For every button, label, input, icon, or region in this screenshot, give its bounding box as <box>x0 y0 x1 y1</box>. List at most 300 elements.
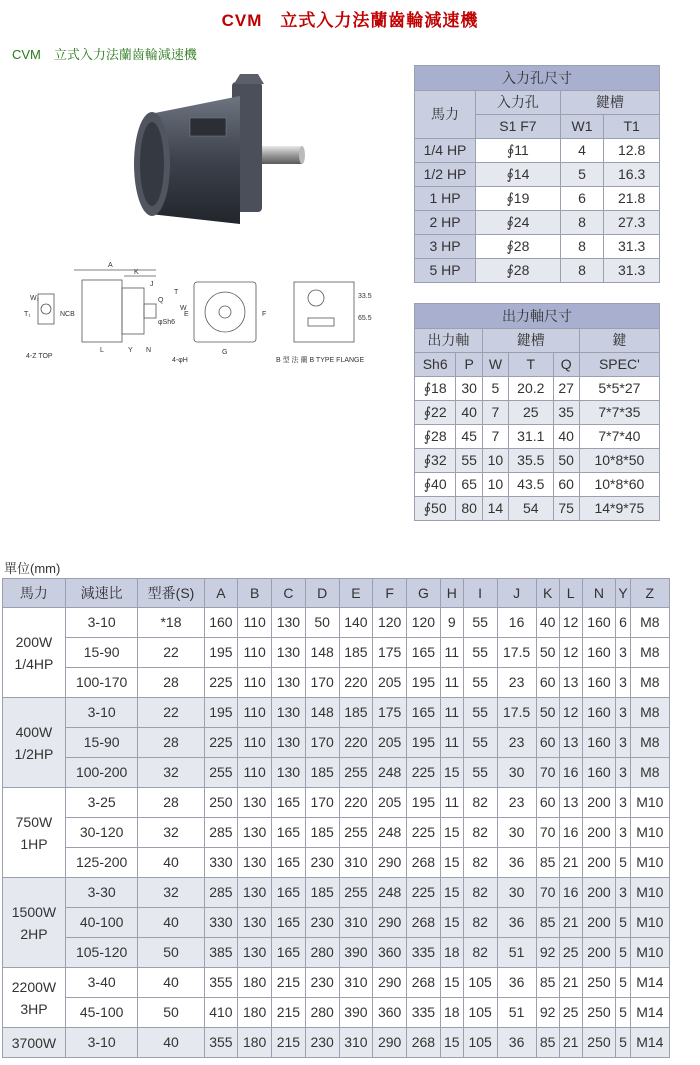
dim-table-row <box>3 938 670 968</box>
dim-cell: 200 <box>582 878 616 908</box>
dim-cell: 60 <box>536 668 559 698</box>
dim-cell: 28 <box>138 728 204 758</box>
dim-cell: 60 <box>536 788 559 818</box>
dim-cell: 255 <box>204 758 238 788</box>
dim-cell: 280 <box>305 938 339 968</box>
dim-cell: 250 <box>204 788 238 818</box>
dim-cell: M10 <box>630 878 669 908</box>
output-cell: 10*8*60 <box>579 473 659 497</box>
dim-cell: 130 <box>272 638 306 668</box>
dim-cell: 290 <box>373 848 407 878</box>
output-subheader: P <box>456 353 482 377</box>
keyway-header: 鍵槽 <box>560 91 659 115</box>
dim-cell: 50 <box>305 608 339 638</box>
dim-cell: 120 <box>407 608 441 638</box>
input-subheader: T1 <box>604 115 660 139</box>
dim-cell: 6 <box>616 608 630 638</box>
dim-cell: 16 <box>497 608 536 638</box>
dim-cell: M8 <box>630 758 669 788</box>
dim-cell: 3-10 <box>65 608 138 638</box>
dim-cell: 165 <box>407 638 441 668</box>
dim-cell: 290 <box>373 1028 407 1058</box>
dim-header-cell: B <box>238 579 272 608</box>
output-cell: ∮50 <box>415 497 456 521</box>
dim-cell: 28 <box>138 788 204 818</box>
dim-cell: 290 <box>373 908 407 938</box>
dim-cell: 268 <box>407 968 441 998</box>
dim-cell: 130 <box>238 818 272 848</box>
dim-cell: 185 <box>305 818 339 848</box>
output-cell: 75 <box>553 497 579 521</box>
dim-cell: 40-100 <box>65 908 138 938</box>
dim-cell: 32 <box>138 758 204 788</box>
input-cell: ∮24 <box>476 211 561 235</box>
dim-cell: 100-170 <box>65 668 138 698</box>
dim-table-row <box>3 998 670 1028</box>
dim-cell: 45-100 <box>65 998 138 1028</box>
dim-cell: 215 <box>272 1028 306 1058</box>
label-f: F <box>262 311 267 318</box>
input-cell: 3 HP <box>415 235 476 259</box>
input-cell: ∮11 <box>476 139 561 163</box>
dim-cell: 215 <box>272 968 306 998</box>
label-k: K <box>134 269 139 276</box>
dim-cell: 110 <box>238 608 272 638</box>
dim-cell: 170 <box>305 728 339 758</box>
power-label: 1/2HP <box>14 745 54 762</box>
input-cell: 8 <box>560 211 603 235</box>
dim-cell: 40 <box>536 608 559 638</box>
dim-cell: 5 <box>616 848 630 878</box>
dim-cell: 220 <box>339 728 373 758</box>
dim-cell: 148 <box>305 638 339 668</box>
input-cell: 1 HP <box>415 187 476 211</box>
dim-table-row <box>3 818 670 848</box>
power-label: 2HP <box>20 925 48 942</box>
input-cell: ∮28 <box>476 235 561 259</box>
dim-cell: 92 <box>536 938 559 968</box>
label-sh6: φSh6 <box>158 319 175 326</box>
power-cell <box>3 878 66 968</box>
dim-cell: M10 <box>630 938 669 968</box>
output-cell: 10 <box>482 449 508 473</box>
dim-cell: 15 <box>440 908 463 938</box>
dim-header-cell: A <box>204 579 238 608</box>
dim-cell: 15 <box>440 758 463 788</box>
dim-cell: 230 <box>305 848 339 878</box>
dim-cell: 110 <box>238 698 272 728</box>
dim-cell: M8 <box>630 638 669 668</box>
dim-cell: 51 <box>497 938 536 968</box>
input-table-row <box>415 211 660 235</box>
output-cell: 10*8*50 <box>579 449 659 473</box>
unit-label: 單位(mm) <box>4 561 61 576</box>
dim-cell: 250 <box>582 1028 616 1058</box>
input-table-row <box>415 163 660 187</box>
dim-cell: 55 <box>463 668 497 698</box>
dim-cell: 130 <box>238 878 272 908</box>
output-cell: 55 <box>456 449 482 473</box>
dim-cell: 385 <box>204 938 238 968</box>
dim-cell: 130 <box>238 848 272 878</box>
input-subheader: W1 <box>560 115 603 139</box>
dim-cell: 100-200 <box>65 758 138 788</box>
dim-cell: 21 <box>559 848 582 878</box>
dim-cell: 82 <box>463 788 497 818</box>
dim-cell: 185 <box>339 638 373 668</box>
dim-cell: 165 <box>272 848 306 878</box>
dim-cell: 195 <box>407 728 441 758</box>
output-cell: 60 <box>553 473 579 497</box>
dim-cell: 21 <box>559 1028 582 1058</box>
dim-cell: 30 <box>497 818 536 848</box>
dim-cell: 268 <box>407 848 441 878</box>
dim-cell: 3 <box>616 878 630 908</box>
dim-cell: 130 <box>272 698 306 728</box>
input-cell: 1/2 HP <box>415 163 476 187</box>
dim-cell: 15 <box>440 878 463 908</box>
dim-cell: 390 <box>339 938 373 968</box>
dim-cell: 11 <box>440 728 463 758</box>
dim-cell: M8 <box>630 698 669 728</box>
dim-cell: 165 <box>272 878 306 908</box>
dim-cell: 28 <box>138 668 204 698</box>
dim-table-row <box>3 1028 670 1058</box>
output-cell: ∮28 <box>415 425 456 449</box>
dim-table-row <box>3 698 670 728</box>
dim-header-cell: 馬力 <box>3 579 66 608</box>
dim-cell: 120 <box>373 608 407 638</box>
input-subheader: S1 F7 <box>476 115 561 139</box>
dim-cell: 23 <box>497 788 536 818</box>
page-title: CVM 立式入力法蘭齒輪減速機 <box>221 11 479 30</box>
dim-cell: 110 <box>238 758 272 788</box>
dim-cell: 225 <box>407 758 441 788</box>
dim-cell: 230 <box>305 968 339 998</box>
dim-cell: 255 <box>339 878 373 908</box>
dim-cell: 355 <box>204 1028 238 1058</box>
dim-cell: 248 <box>373 818 407 848</box>
power-cell <box>3 608 66 698</box>
label-w: W <box>180 305 187 312</box>
dim-table-row <box>3 878 670 908</box>
dim-cell: 30 <box>497 758 536 788</box>
dim-cell: 85 <box>536 1028 559 1058</box>
dim-cell: 360 <box>373 938 407 968</box>
dim-cell: 250 <box>582 968 616 998</box>
dim-cell: 21 <box>559 968 582 998</box>
dim-header-cell: K <box>536 579 559 608</box>
dim-cell: 12 <box>559 608 582 638</box>
dim-cell: 205 <box>373 668 407 698</box>
dim-cell: 3 <box>616 818 630 848</box>
label-ncb: NCB <box>60 311 75 318</box>
dim-header-cell: I <box>463 579 497 608</box>
dim-cell: 3-30 <box>65 878 138 908</box>
dim-cell: 130 <box>238 788 272 818</box>
dim-cell: 12 <box>559 698 582 728</box>
dim-cell: 215 <box>272 998 306 1028</box>
dim-cell: 55 <box>463 608 497 638</box>
power-label: 200W <box>15 633 53 650</box>
dim-cell: 3-10 <box>65 698 138 728</box>
power-label: 1500W <box>11 903 57 920</box>
output-subheader: Sh6 <box>415 353 456 377</box>
dim-cell: 200 <box>582 788 616 818</box>
dim-cell: 130 <box>238 938 272 968</box>
dim-cell: 255 <box>339 758 373 788</box>
output-cell: 43.5 <box>509 473 554 497</box>
input-cell: 5 HP <box>415 259 476 283</box>
dim-cell: 3 <box>616 758 630 788</box>
input-cell: 16.3 <box>604 163 660 187</box>
output-cell: 7*7*35 <box>579 401 659 425</box>
output-cell: 14*9*75 <box>579 497 659 521</box>
dim-cell: 285 <box>204 878 238 908</box>
dim-cell: M14 <box>630 998 669 1028</box>
dim-cell: 360 <box>373 998 407 1028</box>
dim-cell: 170 <box>305 668 339 698</box>
key-header: 鍵 <box>579 329 659 353</box>
dim-cell: 200 <box>582 908 616 938</box>
dim-header-cell: F <box>373 579 407 608</box>
input-cell: 1/4 HP <box>415 139 476 163</box>
dim-header-cell: H <box>440 579 463 608</box>
dim-cell: 32 <box>138 818 204 848</box>
power-label: 750W <box>15 813 53 830</box>
dim-cell: 205 <box>373 728 407 758</box>
label-a: A <box>108 262 113 269</box>
output-cell: 27 <box>553 377 579 401</box>
dim-cell: 170 <box>305 788 339 818</box>
label-g: G <box>222 349 228 356</box>
dim-header-cell: Y <box>616 579 630 608</box>
dim-cell: 15 <box>440 848 463 878</box>
dim-cell: 225 <box>407 818 441 848</box>
output-subheader: W <box>482 353 508 377</box>
dim-cell: 11 <box>440 788 463 818</box>
input-cell: 31.3 <box>604 235 660 259</box>
dim-cell: 180 <box>238 968 272 998</box>
dim-cell: 130 <box>238 908 272 938</box>
dim-cell: 175 <box>373 698 407 728</box>
dim-cell: 125-200 <box>65 848 138 878</box>
output-cell: ∮40 <box>415 473 456 497</box>
dim-cell: 32 <box>138 878 204 908</box>
dim-cell: 15 <box>440 1028 463 1058</box>
dim-cell: 18 <box>440 938 463 968</box>
dim-cell: M10 <box>630 788 669 818</box>
label-dim2: 65.5 <box>358 315 372 322</box>
dim-table-row <box>3 848 670 878</box>
output-table-title: 出力軸尺寸 <box>415 304 660 329</box>
dim-cell: 148 <box>305 698 339 728</box>
power-label: 3HP <box>20 1000 48 1017</box>
dim-cell: 335 <box>407 938 441 968</box>
dim-cell: 15 <box>440 968 463 998</box>
input-cell: 27.3 <box>604 211 660 235</box>
dim-cell: 105 <box>463 1028 497 1058</box>
gear-reducer-photo <box>130 74 310 234</box>
dim-table-row <box>3 908 670 938</box>
dim-cell: 355 <box>204 968 238 998</box>
dim-cell: 330 <box>204 848 238 878</box>
input-table-title: 入力孔尺寸 <box>415 66 660 91</box>
input-table-row <box>415 139 660 163</box>
output-subheader: Q <box>553 353 579 377</box>
input-table-row <box>415 235 660 259</box>
dim-cell: 70 <box>536 818 559 848</box>
dim-cell: 82 <box>463 908 497 938</box>
dim-cell: 5 <box>616 998 630 1028</box>
dim-cell: 310 <box>339 968 373 998</box>
power-cell <box>3 1028 66 1058</box>
dim-cell: 175 <box>373 638 407 668</box>
dim-cell: 280 <box>305 998 339 1028</box>
label-q: Q <box>158 297 164 304</box>
output-cell: 7 <box>482 401 508 425</box>
dim-cell: M8 <box>630 668 669 698</box>
dim-cell: 3 <box>616 668 630 698</box>
dim-cell: *18 <box>138 608 204 638</box>
dim-cell: 3 <box>616 638 630 668</box>
output-cell: 54 <box>509 497 554 521</box>
dim-cell: 50 <box>536 698 559 728</box>
power-label: 1HP <box>20 835 48 852</box>
dim-cell: 195 <box>204 698 238 728</box>
power-cell <box>3 968 66 1028</box>
dim-cell: 51 <box>497 998 536 1028</box>
dim-cell: 55 <box>463 758 497 788</box>
dim-cell: 160 <box>582 638 616 668</box>
dim-cell: 220 <box>339 668 373 698</box>
dim-header-cell: E <box>339 579 373 608</box>
hp-header: 馬力 <box>415 91 476 139</box>
dim-cell: 36 <box>497 968 536 998</box>
dim-cell: 40 <box>138 908 204 938</box>
dim-cell: 5 <box>616 968 630 998</box>
label-z: 4-Z TOP <box>26 353 53 360</box>
dim-cell: 390 <box>339 998 373 1028</box>
dim-cell: 160 <box>204 608 238 638</box>
dim-cell: 36 <box>497 848 536 878</box>
dim-cell: 310 <box>339 1028 373 1058</box>
output-cell: 50 <box>553 449 579 473</box>
dim-cell: 55 <box>463 638 497 668</box>
dim-cell: 185 <box>305 758 339 788</box>
dim-cell: 70 <box>536 878 559 908</box>
dim-cell: 310 <box>339 848 373 878</box>
output-cell: 65 <box>456 473 482 497</box>
dim-cell: 130 <box>272 608 306 638</box>
dim-cell: 23 <box>497 668 536 698</box>
dim-cell: 268 <box>407 908 441 938</box>
power-label: 1/4HP <box>14 655 54 672</box>
label-dim1: 33.5 <box>358 293 372 300</box>
output-table-row <box>415 425 660 449</box>
output-table-row <box>415 497 660 521</box>
dim-cell: 160 <box>582 698 616 728</box>
dim-cell: 230 <box>305 1028 339 1058</box>
output-cell: 45 <box>456 425 482 449</box>
dim-cell: 130 <box>272 758 306 788</box>
dim-header-cell: L <box>559 579 582 608</box>
dim-cell: 30 <box>497 878 536 908</box>
dim-cell: 130 <box>272 668 306 698</box>
dim-cell: 17.5 <box>497 638 536 668</box>
bore-header: 入力孔 <box>476 91 561 115</box>
dim-table-row <box>3 968 670 998</box>
dim-cell: 200 <box>582 848 616 878</box>
dim-header-cell: D <box>305 579 339 608</box>
input-cell: ∮28 <box>476 259 561 283</box>
power-cell <box>3 698 66 788</box>
dim-table-row <box>3 638 670 668</box>
dim-cell: 195 <box>407 668 441 698</box>
dim-cell: 17.5 <box>497 698 536 728</box>
dim-cell: 70 <box>536 758 559 788</box>
input-cell: 12.8 <box>604 139 660 163</box>
dim-cell: 5 <box>616 908 630 938</box>
dim-cell: 160 <box>582 728 616 758</box>
dim-cell: 130 <box>272 728 306 758</box>
dim-cell: 25 <box>559 998 582 1028</box>
dim-cell: 410 <box>204 998 238 1028</box>
dim-cell: 225 <box>204 728 238 758</box>
dim-cell: 16 <box>559 818 582 848</box>
dim-cell: 225 <box>407 878 441 908</box>
dim-cell: 335 <box>407 998 441 1028</box>
dim-cell: 40 <box>138 1028 204 1058</box>
dim-header-cell: 型番(S) <box>138 579 204 608</box>
output-table-row <box>415 449 660 473</box>
dim-cell: 60 <box>536 728 559 758</box>
dim-cell: 11 <box>440 698 463 728</box>
dim-cell: 248 <box>373 878 407 908</box>
shaft-header: 出力軸 <box>415 329 483 353</box>
label-flange: B 型 法 蘭 B TYPE FLANGE <box>276 357 365 364</box>
dim-cell: M14 <box>630 968 669 998</box>
input-cell: 2 HP <box>415 211 476 235</box>
dim-cell: 40 <box>138 968 204 998</box>
input-table-row <box>415 187 660 211</box>
dim-cell: 310 <box>339 908 373 938</box>
dim-cell: 13 <box>559 788 582 818</box>
dim-cell: 290 <box>373 968 407 998</box>
dim-cell: 40 <box>138 848 204 878</box>
dim-cell: 13 <box>559 668 582 698</box>
dim-cell: 21 <box>559 908 582 938</box>
dim-cell: 11 <box>440 668 463 698</box>
dim-cell: 165 <box>272 818 306 848</box>
dim-cell: 3-25 <box>65 788 138 818</box>
input-cell: 8 <box>560 235 603 259</box>
output-cell: 35.5 <box>509 449 554 473</box>
output-shaft-table <box>414 303 660 521</box>
dim-cell: 165 <box>272 938 306 968</box>
dim-cell: 200 <box>582 818 616 848</box>
label-l: L <box>100 347 104 354</box>
dim-cell: 55 <box>463 698 497 728</box>
dim-cell: 140 <box>339 608 373 638</box>
dim-cell: 15-90 <box>65 638 138 668</box>
dim-cell: 36 <box>497 1028 536 1058</box>
dim-cell: 16 <box>559 758 582 788</box>
dim-cell: 185 <box>305 878 339 908</box>
dim-cell: 3 <box>616 788 630 818</box>
output-cell: 7 <box>482 425 508 449</box>
dim-cell: 248 <box>373 758 407 788</box>
